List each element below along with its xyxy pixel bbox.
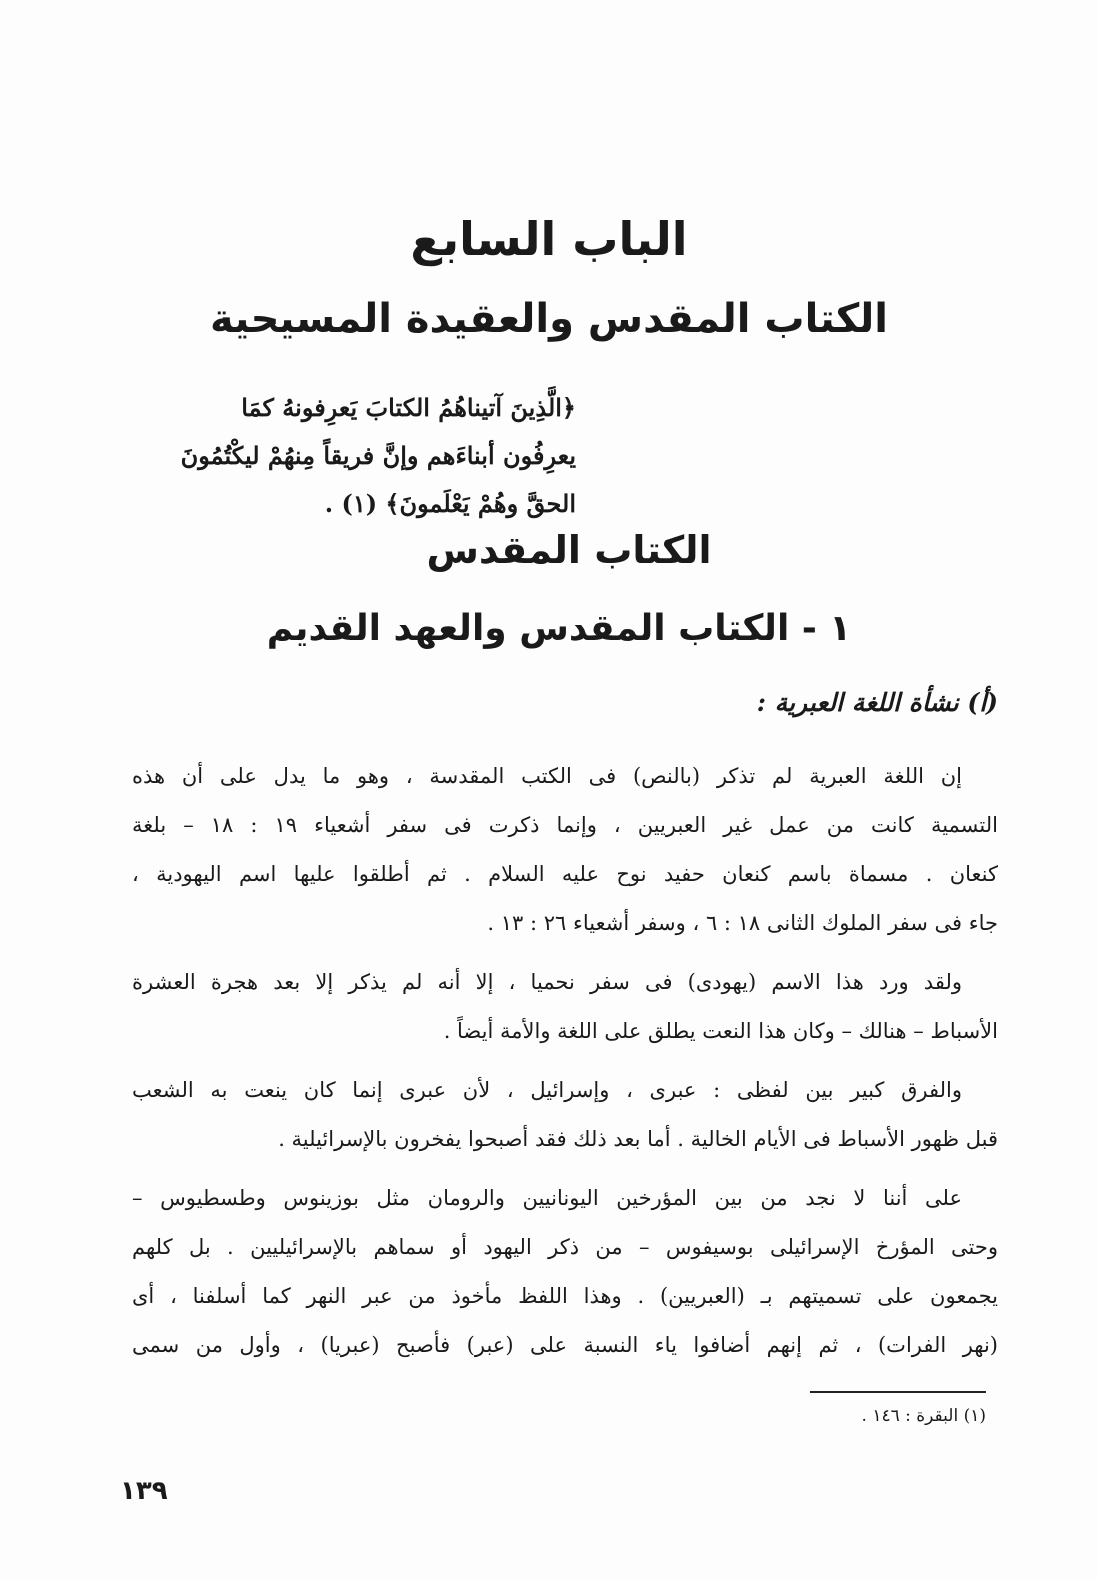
text-line: إن اللغة العبرية لم تذكر (بالنص) فى الكتب المقدسة ، وهو ما يدل على أن هذه (132, 764, 962, 788)
text-line: التسمية كانت من عمل غير العبريين ، وإنما ذكرت فى سفر أشعياء ١٩ : ١٨ – بلغة (132, 813, 998, 837)
text-line: وحتى المؤرخ الإسرائيلى بوسيفوس – من ذكر اليهود أو سماهم بالإسرائيليين . بل كلهم (132, 1235, 998, 1259)
text-line: كنعان . مسماة باسم كنعان حفيد نوح عليه السلام . ثم أطلقوا عليها اسم اليهودية ، (132, 862, 998, 886)
paragraph (132, 958, 998, 1056)
footnote-divider (810, 1391, 986, 1393)
footnote: (١) البقرة : ١٤٦ . (861, 1406, 986, 1426)
text-line: على أننا لا نجد من بين المؤرخين اليونانيين والرومان مثل بوزينوس وطسطيوس – (132, 1186, 962, 1210)
verse-line: يعرِفُون أبناءَهم وإنَّ فريقاً مِنهُمْ ليكْتُمُونَ (180, 441, 576, 470)
text-line: ولقد ورد هذا الاسم (يهودى) فى سفر نحميا ، إلا أنه لم يذكر إلا بعد هجرة العشرة (132, 970, 962, 994)
subsection-title: ١ - الكتاب المقدس والعهد القديم (266, 608, 852, 649)
page-number: ١٣٩ (120, 1476, 168, 1506)
chapter-title: الباب السابع (410, 212, 688, 266)
quran-verse (138, 384, 576, 528)
subsection-heading: (أ) نشأة اللغة العبرية : (756, 688, 998, 717)
verse-line: الحقَّ وهُمْ يَعْلَمونَ﴾ (١) . (324, 489, 576, 518)
text-line: الأسباط – هنالك – وكان هذا النعت يطلق على اللغة والأمة أيضاً . (443, 1019, 998, 1043)
text-line: يجمعون على تسميتهم بـ (العبريين) . وهذا اللفظ مأخوذ من عبر النهر كما أسلفنا ، أى (132, 1284, 998, 1308)
paragraph (132, 752, 998, 948)
body-text (132, 752, 998, 1380)
text-line: جاء فى سفر الملوك الثانى ١٨ : ٦ ، وسفر أشعياء ٢٦ : ١٣ . (487, 911, 998, 935)
paragraph (132, 1174, 998, 1370)
chapter-subtitle: الكتاب المقدس والعقيدة المسيحية (210, 296, 888, 342)
paragraph (132, 1066, 998, 1164)
verse-line: ﴿الَّذِينَ آتيناهُمُ الكتابَ يَعرِفونهُ كمَا (241, 393, 576, 422)
text-line: (نهر الفرات) ، ثم إنهم أضافوا ياء النسبة على (عبر) فأصبح (عبريا) ، وأول من سمى (132, 1333, 998, 1357)
text-line: قبل ظهور الأسباط فى الأيام الخالية . أما بعد ذلك فقد أصبحوا يفخرون بالإسرائيلية . (278, 1127, 998, 1151)
section-title: الكتاب المقدس (426, 528, 712, 572)
text-line: والفرق كبير بين لفظى : عبرى ، وإسرائيل ، لأن عبرى إنما كان ينعت به الشعب (132, 1078, 962, 1102)
